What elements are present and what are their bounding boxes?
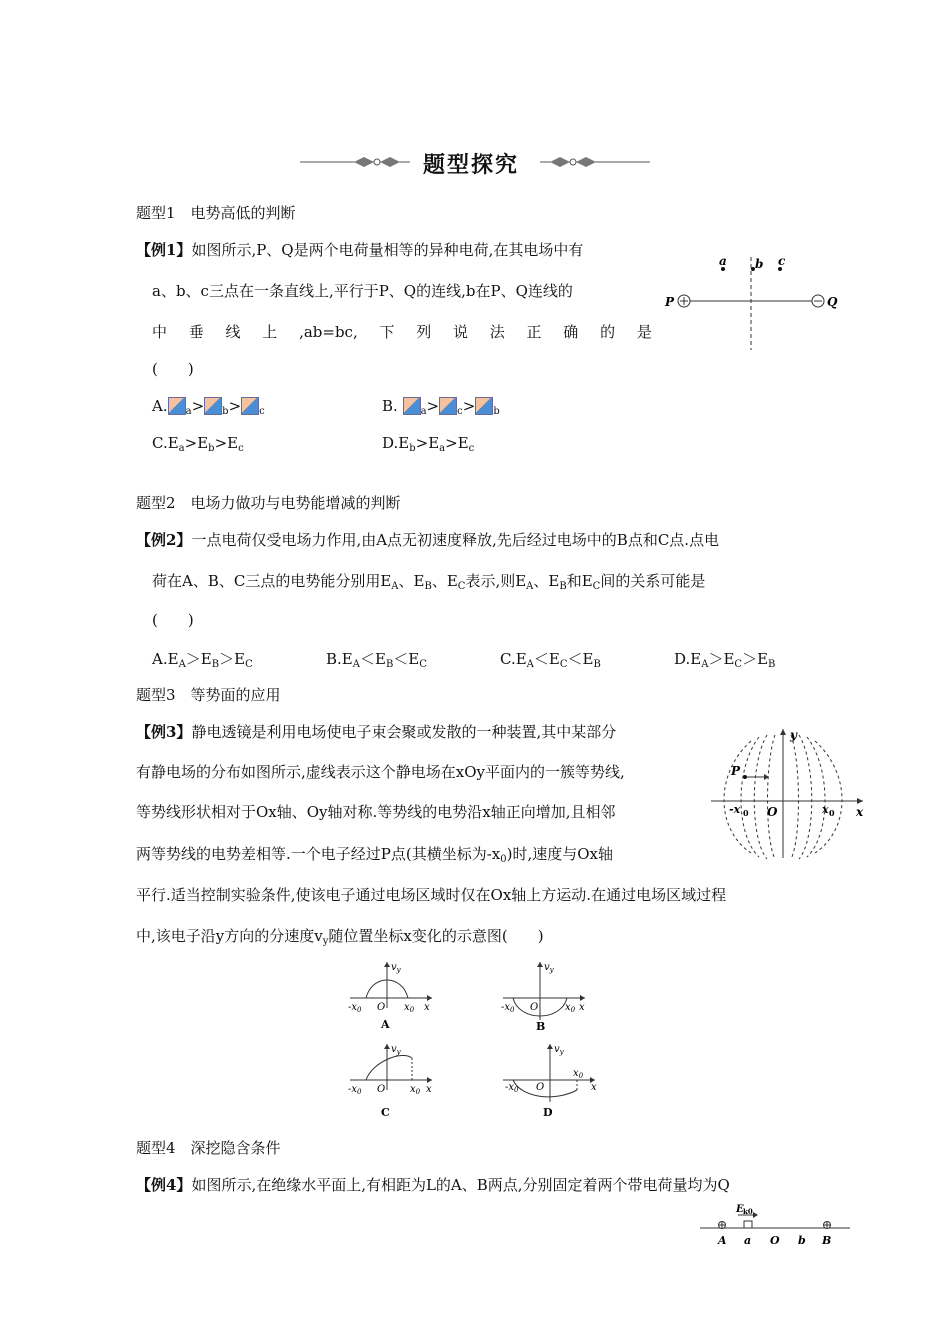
t3-line5: 平行.适当控制实验条件,使该电子通过电场区域时仅在Ox轴上方运动.在通过电场区域过程 [136, 886, 727, 904]
t1-option-a: A. $_a$> $_b$> $_c$ [152, 397, 265, 417]
svg-text:b: b [798, 1234, 806, 1247]
t1-line2: a、b、c三点在一条直线上,平行于P、Q的连线,b在P、Q连线的 [152, 282, 573, 300]
t1-text1: 如图所示,P、Q是两个电荷量相等的异种电荷,在其电场中有 [191, 241, 584, 259]
svg-text:x: x [591, 1082, 597, 1093]
t4-ex-tag: 【例4】 [136, 1176, 192, 1194]
svg-text:O: O [770, 1234, 780, 1247]
t3-line1: 【例3】静电透镜是利用电场使电子束会聚或发散的一种装置,其中某部分 [136, 723, 617, 741]
t1-line3: 中 垂 线 上 ,ab=bc, 下 列 说 法 正 确 的 是 [152, 323, 652, 341]
t3-heading: 题型3 等势面的应用 [136, 686, 281, 704]
svg-text:O: O [377, 1084, 386, 1095]
t3-ex-tag: 【例3】 [136, 723, 192, 741]
t2-line2: 荷在A、B、C三点的电势能分别用$E_A$、$E_B$、$E_C$表示,则$E_A$、$E_B$和$E_C$间的关系可能是 [152, 572, 706, 592]
svg-text:y: y [790, 728, 797, 742]
svg-text:B: B [536, 1020, 546, 1033]
t1-option-b: B. $_a$> $_c$> $_b$ [382, 397, 500, 417]
t2-blank: ( ) [152, 611, 194, 629]
t2-heading: 题型2 电场力做功与电势能增减的判断 [136, 494, 401, 512]
graph-a [342, 958, 442, 1033]
svg-text:a: a [744, 1234, 752, 1247]
svg-text:x0: $x_0$ [404, 1002, 415, 1014]
t2-ex-tag: 【例2】 [136, 531, 192, 549]
graph-c [342, 1040, 442, 1120]
svg-text:vy: $v_y$ [391, 1044, 401, 1056]
svg-text:x0: $x_0$ [410, 1084, 421, 1096]
t1-option-d: $D.E_b>E_a>E_c$ [382, 434, 475, 454]
t3-line6: 中,该电子沿y方向的分速度$v_y$随位置坐标x变化的示意图( ) [136, 927, 544, 947]
svg-text:E: E [736, 1204, 744, 1215]
fig1-label-a: a [719, 254, 727, 268]
t2-option-a: $A.E_A>E_B>E_C$ [152, 650, 253, 670]
svg-text:P: P [731, 764, 741, 778]
page-title: 题型探究 [423, 153, 520, 178]
svg-text:vy: $v_y$ [554, 1044, 564, 1056]
svg-text:-x: -x [729, 803, 741, 816]
t3-line4: 两等势线的电势差相等.一个电子经过P点(其横坐标为$-x_0$)时,速度与Ox轴 [136, 845, 614, 865]
svg-text:vy: $v_y$ [391, 962, 401, 974]
svg-text:-x0: $-x_0$ [505, 1082, 519, 1094]
phi-image-icon [168, 397, 186, 415]
t3-line2: 有静电场的分布如图所示,虚线表示这个静电场在xOy平面内的一簇等势线, [136, 763, 625, 781]
svg-text:x0: $x_0$ [573, 1068, 584, 1080]
t1-blank: ( ) [152, 360, 194, 378]
phi-image-icon [475, 397, 493, 415]
phi-image-icon [439, 397, 457, 415]
t1-heading: 题型1 电势高低的判断 [136, 204, 296, 222]
svg-text:O: O [377, 1002, 386, 1013]
svg-text:k0: k0 [743, 1207, 753, 1216]
fig1-label-b: b [755, 257, 764, 271]
svg-text:O: O [530, 1002, 539, 1013]
t3-line3: 等势线形状相对于Ox轴、Oy轴对称.等势线的电势沿x轴正向增加,且相邻 [136, 803, 616, 821]
t2-option-d: $D.E_A>E_C>E_B$ [674, 650, 776, 670]
t4-figure [696, 1202, 856, 1248]
phi-image-icon [403, 397, 421, 415]
t1-option-c: $C.E_a>E_b>E_c$ [152, 434, 244, 454]
phi-image-icon [241, 397, 259, 415]
svg-text:x0: $x_0$ [565, 1002, 576, 1014]
svg-text:0: 0 [829, 808, 835, 818]
phi-image-icon [204, 397, 222, 415]
svg-text:C: C [381, 1106, 390, 1119]
svg-text:x: x [856, 805, 864, 819]
svg-text:x: x [822, 803, 829, 816]
svg-text:vy: $v_y$ [544, 962, 554, 974]
svg-text:x: x [424, 1002, 430, 1013]
svg-text:0: 0 [743, 808, 749, 818]
graph-b [495, 958, 595, 1033]
svg-text:A: A [381, 1018, 390, 1031]
svg-text:B: B [822, 1234, 832, 1247]
svg-text:-x0: $-x_0$ [348, 1084, 362, 1096]
t2-option-b: $B.E_A<E_B<E_C$ [326, 650, 427, 670]
t1-figure [662, 252, 852, 354]
t1-ex-tag: 【例1】 [136, 241, 192, 259]
fig1-label-c: c [778, 254, 786, 268]
t2-line1: 【例2】一点电荷仅受电场力作用,由A点无初速度释放,先后经过电场中的B点和C点.点电 [136, 531, 720, 549]
t4-line1: 【例4】如图所示,在绝缘水平面上,有相距为L的A、B两点,分别固定着两个带电荷量均为Q [136, 1176, 730, 1194]
fig1-label-p: P [665, 295, 675, 309]
svg-text:D: D [543, 1106, 553, 1119]
svg-text:A: A [718, 1234, 727, 1247]
svg-text:-x0: $-x_0$ [348, 1002, 362, 1014]
svg-text:O: O [767, 805, 778, 819]
t1-line1 [136, 240, 583, 260]
fig1-label-q: Q [827, 295, 838, 309]
t3-figure [705, 723, 875, 863]
t4-heading: 题型4 深挖隐含条件 [136, 1139, 281, 1157]
t2-option-c: $C.E_A<E_C<E_B$ [500, 650, 601, 670]
svg-text:x: x [426, 1084, 432, 1095]
svg-text:O: O [536, 1082, 545, 1093]
svg-text:x: x [579, 1002, 585, 1013]
svg-text:-x0: $-x_0$ [501, 1002, 515, 1014]
section-header [290, 145, 660, 179]
graph-d [495, 1040, 605, 1120]
